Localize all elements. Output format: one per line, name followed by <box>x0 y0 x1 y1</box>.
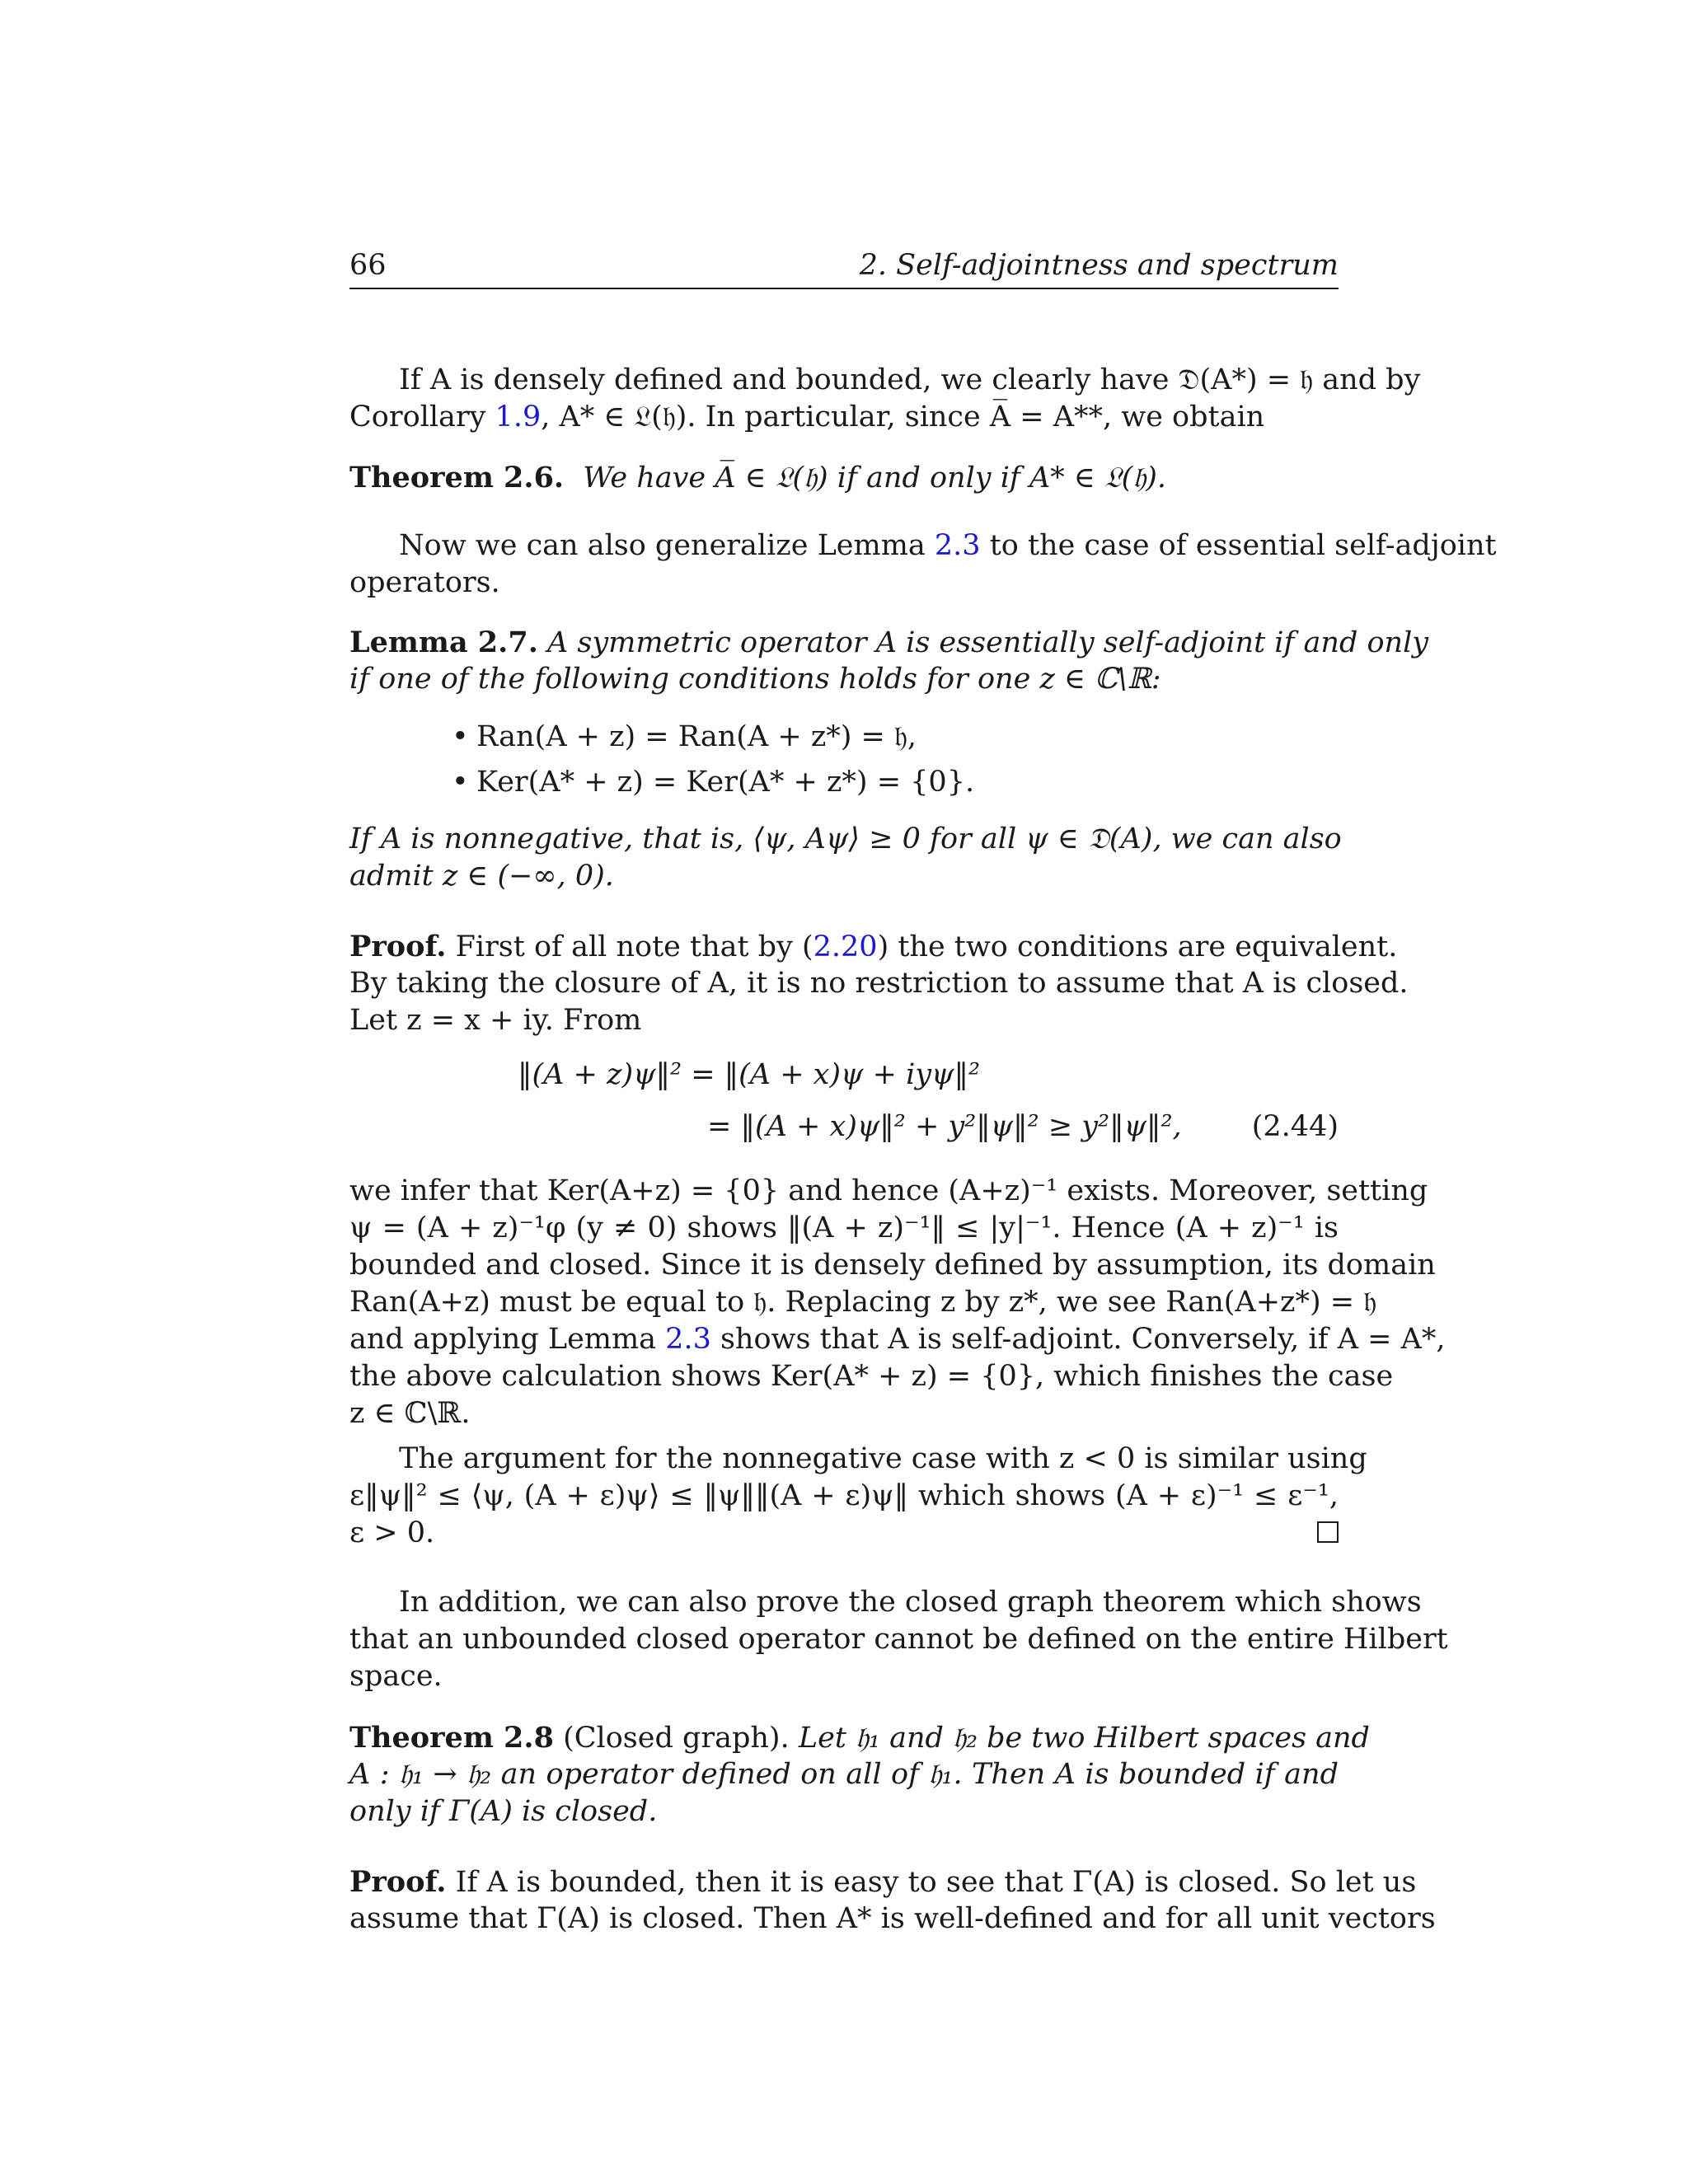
paragraph-line: If A is densely defined and bounded, we clearly have 𝔇(A*) = 𝔥 and by <box>399 363 1421 396</box>
theorem-label: Theorem 2.8 <box>349 1721 554 1755</box>
proof-line <box>349 1863 1417 1901</box>
text-span: Corollary <box>349 401 495 434</box>
lemma-link[interactable]: 2.3 <box>934 529 981 562</box>
theorem-text: Let 𝔥₁ and 𝔥₂ be two Hilbert spaces and <box>798 1722 1370 1755</box>
lemma-label: Lemma 2.7. <box>349 626 538 659</box>
proof-line: The argument for the nonnegative case with z < 0 is similar using <box>399 1442 1367 1475</box>
corollary-link[interactable]: 1.9 <box>495 401 542 434</box>
lemma-line: if one of the following conditions holds for one z ∈ ℂ\ℝ: <box>349 663 1161 696</box>
proof-line: ψ = (A + z)⁻¹φ (y ≠ 0) shows ‖(A + z)⁻¹‖ ≤ |y|⁻¹. Hence (A + z)⁻¹ is <box>349 1212 1339 1244</box>
paragraph-line: that an unbounded closed operator cannot be defined on the entire Hilbert <box>349 1623 1448 1656</box>
equation-link[interactable]: 2.20 <box>813 930 878 963</box>
theorem-name: (Closed graph). <box>563 1722 790 1755</box>
text-span: and applying Lemma <box>349 1323 666 1356</box>
display-equation-line-1: ‖(A + z)ψ‖² = ‖(A + x)ψ + iyψ‖² <box>518 1058 981 1091</box>
display-equation-line-2: = ‖(A + x)ψ‖² + y²‖ψ‖² ≥ y²‖ψ‖², <box>707 1110 1182 1143</box>
lemma-line: If A is nonnegative, that is, ⟨ψ, Aψ⟩ ≥ 0 for all ψ ∈ 𝔇(A), we can also <box>349 823 1342 855</box>
text-span: If A is bounded, then it is easy to see that Γ(A) is closed. So let us <box>455 1866 1417 1899</box>
paragraph-line: space. <box>349 1660 443 1693</box>
proof-line: Let z = x + iy. From <box>349 1004 642 1037</box>
bullet-marker: • <box>452 766 469 799</box>
proof-line: ε‖ψ‖² ≤ ⟨ψ, (A + ε)ψ⟩ ≤ ‖ψ‖‖(A + ε)ψ‖ which shows (A + ε)⁻¹ ≤ ε⁻¹, <box>349 1479 1339 1512</box>
theorem-2-6 <box>349 459 1339 497</box>
lemma-condition-2: Ker(A* + z) = Ker(A* + z*) = {0}. <box>476 766 975 799</box>
proof-line <box>349 928 1398 966</box>
qed-square <box>1317 1521 1339 1543</box>
header-rule <box>349 288 1339 289</box>
proof-line: ε > 0. <box>349 1516 435 1549</box>
text-span: to the case of essential self-adjoint <box>980 529 1497 562</box>
running-header-chapter: 2. Self-adjointness and spectrum <box>859 249 1339 282</box>
proof-line: By taking the closure of A, it is no restriction to assume that A is closed. <box>349 967 1409 1000</box>
proof-line: we infer that Ker(A+z) = {0} and hence (A+z)⁻¹ exists. Moreover, setting <box>349 1174 1428 1207</box>
proof-line: z ∈ ℂ\ℝ. <box>349 1397 471 1430</box>
proof-line <box>349 1321 1446 1358</box>
theorem-line: only if Γ(A) is closed. <box>349 1795 658 1828</box>
bullet-marker: • <box>452 720 469 753</box>
lemma-2-7-line <box>349 624 1429 662</box>
lemma-link[interactable]: 2.3 <box>665 1323 711 1356</box>
theorem-2-8-line <box>349 1719 1370 1757</box>
proof-line: the above calculation shows Ker(A* + z) = {0}, which finishes the case <box>349 1360 1394 1393</box>
lemma-condition-1: Ran(A + z) = Ran(A + z*) = 𝔥, <box>476 720 917 753</box>
theorem-label: Theorem 2.6. <box>349 461 565 494</box>
proof-line: bounded and closed. Since it is densely defined by assumption, its domain <box>349 1249 1436 1282</box>
page-number: 66 <box>349 249 387 282</box>
paragraph-line: operators. <box>349 566 500 599</box>
text-span: , A* ∈ 𝔏(𝔥). In particular, since A̅ = A**, we obtain <box>541 401 1265 434</box>
paragraph-line: In addition, we can also prove the closed graph theorem which shows <box>399 1586 1422 1619</box>
proof-label: Proof. <box>349 1865 447 1899</box>
proof-line: Ran(A+z) must be equal to 𝔥. Replacing z by z*, we see Ran(A+z*) = 𝔥 <box>349 1286 1377 1319</box>
paragraph-line <box>399 527 1497 565</box>
text-span: First of all note that by ( <box>455 930 814 963</box>
lemma-line: admit z ∈ (−∞, 0). <box>349 860 614 893</box>
lemma-text: A symmetric operator A is essentially self-adjoint if and only <box>547 626 1429 659</box>
text-span: ) the two conditions are equivalent. <box>877 930 1398 963</box>
proof-label: Proof. <box>349 930 447 963</box>
equation-number: (2.44) <box>1251 1110 1339 1143</box>
text-span: shows that A is self-adjoint. Conversely, if A = A*, <box>710 1323 1446 1356</box>
proof-line: assume that Γ(A) is closed. Then A* is well-defined and for all unit vectors <box>349 1902 1436 1935</box>
theorem-line: A : 𝔥₁ → 𝔥₂ an operator defined on all of 𝔥₁. Then A is bounded if and <box>349 1758 1339 1791</box>
theorem-statement: We have A̅ ∈ 𝔏(𝔥) if and only if A* ∈ 𝔏(𝔥). <box>583 462 1167 494</box>
paragraph-line <box>349 399 1339 436</box>
text-span: Now we can also generalize Lemma <box>399 529 935 562</box>
